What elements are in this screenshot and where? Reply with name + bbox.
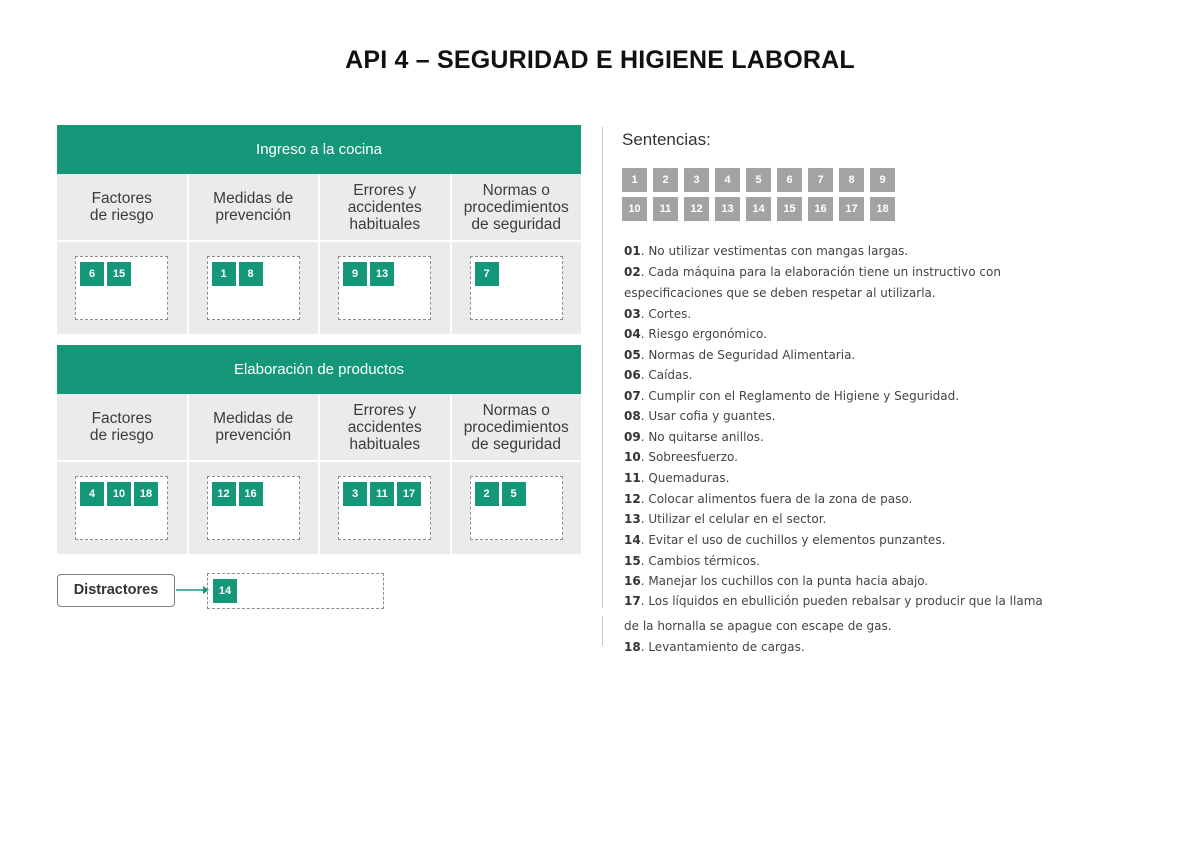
number-chip[interactable]: 9 <box>870 168 895 192</box>
sentence-number: 08 <box>624 409 641 423</box>
number-chip[interactable]: 15 <box>777 197 802 221</box>
drop-cell <box>57 242 189 334</box>
sentence-number: 14 <box>624 533 641 547</box>
drop-cell <box>452 242 582 334</box>
sentence-item <box>624 286 936 300</box>
sentence-number: 03 <box>624 307 641 321</box>
arrow-right-icon <box>176 584 210 596</box>
sentence-text: . Colocar alimentos fuera de la zona de paso. <box>640 492 913 506</box>
sentence-text: . Quemaduras. <box>640 471 730 485</box>
sentence-number: 11 <box>624 471 641 485</box>
sentence-text: . Cada máquina para la elaboración tiene un instructivo con <box>640 265 1001 279</box>
sentence-text: . Cortes. <box>640 307 692 321</box>
drop-cell <box>320 462 452 554</box>
number-chip[interactable]: 3 <box>684 168 709 192</box>
sentence-number: 04 <box>624 327 641 341</box>
drop-cell <box>320 242 452 334</box>
number-chip[interactable]: 14 <box>746 197 771 221</box>
number-chip[interactable]: 6 <box>777 168 802 192</box>
sentence-item <box>624 389 959 403</box>
sentences-title: Sentencias: <box>622 130 711 149</box>
sentence-number: 01 <box>624 244 641 258</box>
table-header: Ingreso a la cocina <box>57 125 581 174</box>
sentence-item <box>624 327 767 341</box>
column-errores-accidentes: Errores y accidentes habituales <box>320 394 452 460</box>
sentence-text: . Cumplir con el Reglamento de Higiene y Seguridad. <box>640 389 960 403</box>
number-chip[interactable]: 7 <box>808 168 833 192</box>
number-chip[interactable]: 4 <box>715 168 740 192</box>
sentence-item <box>624 368 692 382</box>
distractores-button[interactable]: Distractores <box>57 574 175 607</box>
answer-chip[interactable]: 4 <box>80 482 104 506</box>
sentence-text: . Evitar el uso de cuchillos y elementos punzantes. <box>640 533 946 547</box>
column-errores-accidentes: Errores y accidentes habituales <box>320 174 452 240</box>
sentence-item <box>624 640 805 654</box>
divider <box>602 616 603 646</box>
answer-chip[interactable]: 17 <box>397 482 421 506</box>
page-title: API 4 – SEGURIDAD E HIGIENE LABORAL <box>345 46 855 74</box>
number-chip[interactable]: 2 <box>653 168 678 192</box>
drop-cell <box>57 462 189 554</box>
column-factores-riesgo: Factores de riesgo <box>57 394 189 460</box>
answer-chip[interactable]: 2 <box>475 482 499 506</box>
answer-chip[interactable]: 11 <box>370 482 394 506</box>
sentence-text: . Normas de Seguridad Alimentaria. <box>640 348 856 362</box>
sentence-item <box>624 619 892 633</box>
divider <box>602 127 603 608</box>
answer-chip[interactable]: 9 <box>343 262 367 286</box>
number-chip[interactable]: 8 <box>839 168 864 192</box>
number-chip[interactable]: 18 <box>870 197 895 221</box>
sentence-text: . Los líquidos en ebullición pueden rebalsar y producir que la llama <box>640 594 1043 608</box>
sentence-text: . Manejar los cuchillos con la punta hacia abajo. <box>640 574 929 588</box>
drop-zone[interactable] <box>338 256 431 320</box>
answer-chip[interactable]: 5 <box>502 482 526 506</box>
sentence-item <box>624 265 1001 279</box>
sentence-item <box>624 430 764 444</box>
table-elaboracion-productos <box>57 345 581 554</box>
sentence-text: . No utilizar vestimentas con mangas largas. <box>640 244 909 258</box>
number-chip[interactable]: 5 <box>746 168 771 192</box>
sentence-number: 17 <box>624 594 641 608</box>
number-chip[interactable]: 1 <box>622 168 647 192</box>
number-chip[interactable]: 12 <box>684 197 709 221</box>
answer-chip[interactable]: 8 <box>239 262 263 286</box>
sentence-text: . Cambios térmicos. <box>640 554 760 568</box>
column-normas-procedimientos: Normas o procedimientos de seguridad <box>463 181 569 233</box>
sentence-text: de la hornalla se apague con escape de gas. <box>624 619 892 633</box>
answer-chip[interactable]: 10 <box>107 482 131 506</box>
drop-zone[interactable] <box>207 256 300 320</box>
answer-chip[interactable]: 15 <box>107 262 131 286</box>
sentence-item <box>624 244 908 258</box>
column-medidas-prevencion: Medidas de prevención <box>189 394 321 460</box>
answer-chip[interactable]: 14 <box>213 579 237 603</box>
sentence-number: 12 <box>624 492 641 506</box>
table-ingreso-cocina <box>57 125 581 334</box>
drop-zone[interactable] <box>470 476 563 540</box>
sentence-item <box>624 574 928 588</box>
number-chip[interactable]: 13 <box>715 197 740 221</box>
sentence-item <box>624 307 691 321</box>
column-normas-procedimientos: Normas o procedimientos de seguridad <box>463 401 569 453</box>
sentence-item <box>624 409 775 423</box>
sentence-number: 16 <box>624 574 641 588</box>
answer-chip[interactable]: 16 <box>239 482 263 506</box>
sentence-item <box>624 554 760 568</box>
sentence-text: . Utilizar el celular en el sector. <box>640 512 827 526</box>
column-medidas-prevencion: Medidas de prevención <box>189 174 321 240</box>
answer-chip[interactable]: 7 <box>475 262 499 286</box>
sentence-text: . Usar cofia y guantes. <box>640 409 776 423</box>
sentence-text: . Riesgo ergonómico. <box>640 327 767 341</box>
sentence-text: especificaciones que se deben respetar al utilizarla. <box>624 286 936 300</box>
sentence-item <box>624 512 826 526</box>
sentence-item <box>624 348 855 362</box>
answer-chip[interactable]: 13 <box>370 262 394 286</box>
number-chip[interactable]: 11 <box>653 197 678 221</box>
sentence-number: 05 <box>624 348 641 362</box>
sentence-number: 10 <box>624 450 641 464</box>
drop-zone[interactable] <box>470 256 563 320</box>
sentence-number: 02 <box>624 265 641 279</box>
sentence-number: 13 <box>624 512 641 526</box>
answer-chip[interactable]: 12 <box>212 482 236 506</box>
number-palette <box>622 168 902 221</box>
sentence-item <box>624 492 912 506</box>
table-header: Elaboración de productos <box>57 345 581 394</box>
answer-chip[interactable]: 3 <box>343 482 367 506</box>
number-chip[interactable]: 17 <box>839 197 864 221</box>
number-chip[interactable]: 10 <box>622 197 647 221</box>
drop-cell <box>189 242 321 334</box>
answer-chip[interactable]: 6 <box>80 262 104 286</box>
sentence-item <box>624 594 1043 608</box>
drop-cell <box>452 462 582 554</box>
column-factores-riesgo: Factores de riesgo <box>57 174 189 240</box>
sentence-text: . Levantamiento de cargas. <box>640 640 805 654</box>
drop-zone[interactable] <box>75 476 168 540</box>
sentence-number: 09 <box>624 430 641 444</box>
answer-chip[interactable]: 1 <box>212 262 236 286</box>
drop-zone[interactable] <box>338 476 431 540</box>
sentence-text: . Sobreesfuerzo. <box>640 450 738 464</box>
sentence-number: 07 <box>624 389 641 403</box>
drop-zone[interactable] <box>75 256 168 320</box>
sentence-item <box>624 471 729 485</box>
sentence-item <box>624 450 738 464</box>
sentence-number: 06 <box>624 368 641 382</box>
drop-cell <box>189 462 321 554</box>
sentence-number: 18 <box>624 640 641 654</box>
sentence-text: . No quitarse anillos. <box>640 430 764 444</box>
sentence-text: . Caídas. <box>640 368 693 382</box>
distractor-drop-zone[interactable] <box>207 573 384 609</box>
sentence-number: 15 <box>624 554 641 568</box>
answer-chip[interactable]: 18 <box>134 482 158 506</box>
number-chip[interactable]: 16 <box>808 197 833 221</box>
sentence-item <box>624 533 945 547</box>
drop-zone[interactable] <box>207 476 300 540</box>
